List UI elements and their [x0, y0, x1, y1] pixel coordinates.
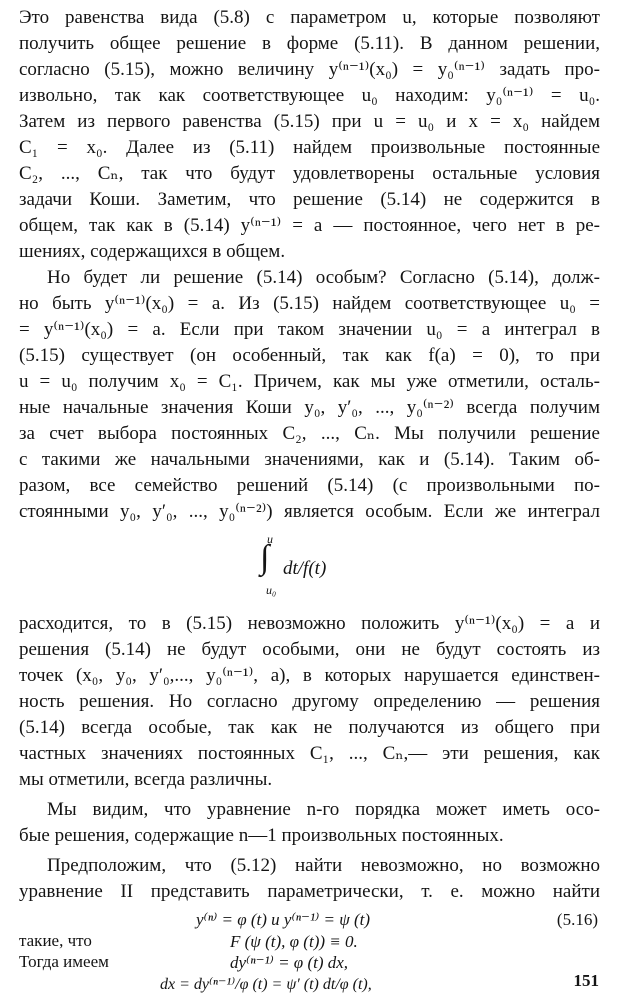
- text-line: C₁ = x₀. Далее из (5.11) найдем произвольные постоянные: [19, 137, 600, 158]
- text-line: стоянными y₀, y′₀, ..., y₀⁽ⁿ⁻²⁾) является особым. Если же интеграл: [19, 501, 600, 522]
- text-line: Предположим, что (5.12) найти невозможно, но возможно: [47, 855, 600, 876]
- text-line: с такими же начальными значениями, как и (5.14). Таким об-: [19, 449, 600, 470]
- text-line: = y⁽ⁿ⁻¹⁾(x₀) = a. Если при таком значении u₀ = a интеграл в: [19, 319, 600, 340]
- text-line: ные начальные значения Коши y₀, y′₀, ..., y₀⁽ⁿ⁻²⁾ всегда получим: [19, 397, 600, 418]
- text-line: шениях, содержащихся в общем.: [19, 241, 286, 262]
- text-line: (5.15) существует (он особенный, так как f(a) = 0), то при: [19, 345, 600, 366]
- text-line: согласно (5.15), можно величину y⁽ⁿ⁻¹⁾(x₀) = y₀⁽ⁿ⁻¹⁾ задать про-: [19, 59, 600, 80]
- text-line: получить общее решение в форме (5.11). В данном решении,: [19, 33, 600, 54]
- label-takie: такие, что: [19, 931, 92, 950]
- text-line: Мы видим, что уравнение n-го порядка может иметь осо-: [47, 799, 600, 820]
- text-line: разом, все семейство решений (5.14) (с произвольными по-: [19, 475, 600, 496]
- text-line: бые решения, содержащие n—1 произвольных постоянных.: [19, 825, 504, 846]
- integral-sign-icon: ∫: [260, 539, 270, 576]
- text-line: точек (x₀, y₀, y′₀,..., y₀⁽ⁿ⁻¹⁾, a), в которых нарушается единствен-: [19, 665, 600, 686]
- equation-dy: dy⁽ⁿ⁻¹⁾ = φ (t) dx,: [230, 953, 349, 972]
- integral-body: dt/f(t): [283, 558, 327, 579]
- text-line: u = u₀ получим x₀ = C₁. Причем, как мы уже отметили, осталь-: [19, 371, 600, 392]
- text-line: решения (5.14) не будут особыми, они не будут состоять из: [19, 639, 600, 660]
- text-line: (5.14) всегда особые, так как не получаются из общего при: [19, 717, 600, 738]
- text-line: уравнение II представить параметрически, т. е. можно найти: [19, 881, 600, 902]
- text-line: Это равенства вида (5.8) с параметром u, которые позволяют: [19, 7, 600, 28]
- equation-5-16-number: (5.16): [556, 910, 598, 929]
- text-line: частных значениях постоянных C₁, ..., Cₙ,— эти решения, как: [19, 743, 600, 764]
- text-line: C₂, ..., Cₙ, так что будут удовлетворены остальные условия: [19, 163, 600, 184]
- text-line: но быть y⁽ⁿ⁻¹⁾(x₀) = a. Из (5.15) найдем соответствующее u₀ =: [19, 293, 600, 314]
- label-togda: Тогда имеем: [19, 952, 109, 971]
- text-line: Но будет ли решение (5.14) особым? Согласно (5.14), долж-: [47, 267, 600, 288]
- integral-upper-limit: u: [267, 532, 273, 546]
- page-number: 151: [573, 971, 599, 990]
- text-line: расходится, то в (5.15) невозможно положить y⁽ⁿ⁻¹⁾(x₀) = a и: [19, 613, 600, 634]
- equation-dx: dx = dy⁽ⁿ⁻¹⁾/φ (t) = ψ′ (t) dt/φ (t),: [160, 976, 372, 993]
- text-line: Затем из первого равенства (5.15) при u = u₀ и x = x₀ найдем: [19, 111, 600, 132]
- text-line: за счет выбора постоянных C₂, ..., Cₙ. Мы получили решение: [19, 423, 600, 444]
- text-line: общем, так как в (5.14) y⁽ⁿ⁻¹⁾ = a — постоянное, чего нет в ре-: [19, 215, 600, 236]
- integral-lower-limit: u₀: [266, 583, 277, 597]
- text-line: мы отметили, всегда различны.: [19, 769, 273, 790]
- text-line: извольно, так как соответствующее u₀ находим: y₀⁽ⁿ⁻¹⁾ = u₀.: [19, 85, 600, 106]
- text-line: задачи Коши. Заметим, что решение (5.14) не содержится в: [19, 189, 600, 210]
- equation-5-16: y⁽ⁿ⁾ = φ (t) и y⁽ⁿ⁻¹⁾ = ψ (t): [196, 910, 371, 929]
- text-line: ность решения. Но согласно другому определению — решения: [19, 691, 600, 712]
- equation-F: F (ψ (t), φ (t)) ≡ 0.: [230, 932, 358, 951]
